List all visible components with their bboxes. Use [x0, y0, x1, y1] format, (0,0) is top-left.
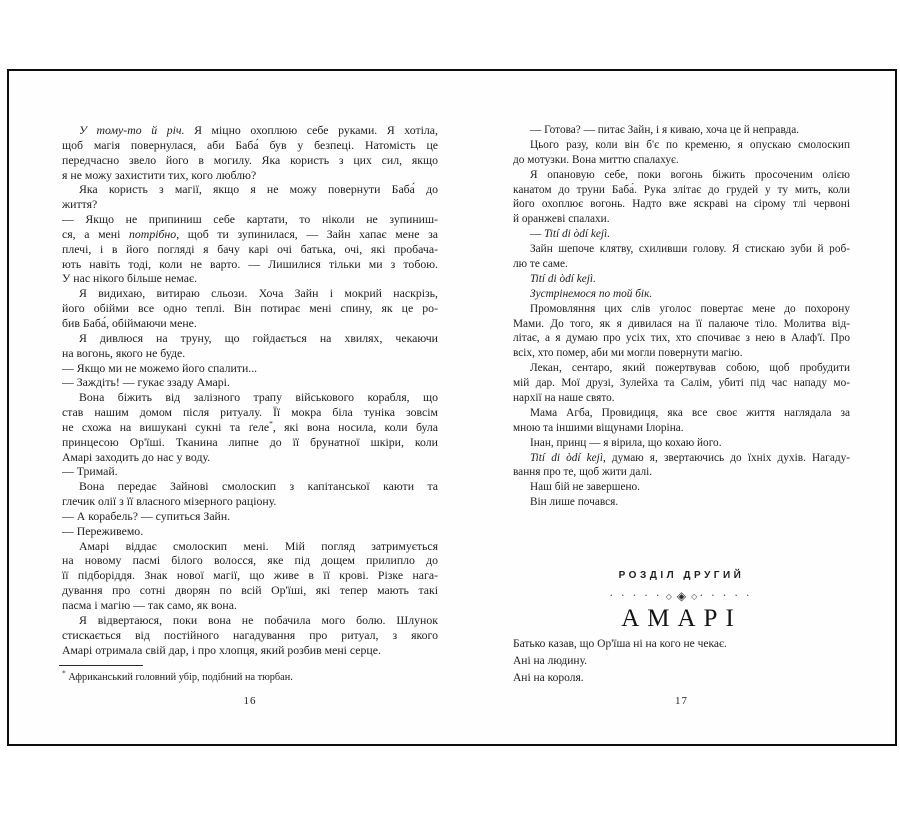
text-line: передчасно звело його в могилу. Яка користь з цих сил, якщо	[62, 152, 438, 167]
page-number-left: 16	[243, 695, 257, 707]
text-line: Вона біжить від залізного трапу військового корабля, що	[79, 390, 438, 405]
text-line: Зайн шепоче клятву, схиливши голову. Я стискаю зуби й роб-	[530, 243, 850, 256]
text-line: літає, а я думаю про усіх тих, хто спочиває з нею в Алаф'ї. Про	[513, 332, 850, 345]
text-line: Амарі віддає смолоскип мені. Мій погляд затримується	[79, 538, 438, 553]
footnote-text: * Африканський головний убір, подібний на тюрбан.	[62, 668, 293, 683]
text-line: до мотузки. Вона миттю спалахує.	[513, 153, 679, 166]
text-line: нархії на наше свято.	[513, 392, 615, 405]
text-line: — Тримай.	[62, 464, 118, 479]
text-line: дування про сотні дворян по всій Ор'їші, які тепер мають такі	[62, 583, 438, 598]
text-line: Мама Агба, Провидиця, яка все своє життя наглядала за	[530, 406, 850, 419]
text-line: ють навіть тоді, коли не варто. — Лишилися тільки ми з тобою.	[62, 256, 438, 271]
diamond-icon: ◇	[691, 591, 698, 601]
text-line: — Tití di òdí kejì.	[530, 228, 611, 241]
page-right	[513, 123, 850, 727]
footnote-marker: *	[62, 668, 66, 678]
text-line: Tití di òdí kejì.	[530, 272, 596, 285]
text-line: її підборіддя. Знак нової магії, що живе в її крові. Різке нага-	[62, 568, 438, 583]
text-line: У тому-то й річ. Я міцно охоплюю себе руками. Я хотіла,	[79, 123, 438, 137]
page-left	[62, 123, 438, 727]
text-line: вання про те, щоб жити далі.	[513, 466, 653, 479]
text-line: не схожа на вишукані сукні та ґеле*, які вона носила, коли була	[62, 419, 438, 434]
text-line: Він лише почався.	[530, 496, 619, 509]
text-line: Tití di òdí kejì, думаю я, звертаючись до їхніх духів. Нагаду-	[530, 451, 850, 464]
text-line: лю те саме.	[513, 258, 568, 271]
text-line: мій дар. Мої друзі, Зулейха та Салім, убиті під час нападу мо-	[513, 377, 850, 390]
text-line: Я дивлюся на труну, що гойдається на хвилях, чекаючи	[79, 330, 438, 345]
page-right-text	[513, 123, 850, 510]
text-line: його охоплює вогонь. Надто вже яскраві на сірому тлі червоні	[513, 198, 850, 211]
chapter-opening-text	[513, 636, 850, 686]
diamond-icon: ◇	[665, 591, 672, 601]
text-line: Ані на короля.	[513, 671, 584, 684]
page-number-right: 17	[675, 695, 688, 707]
text-line: Вона передає Зайнові смолоскип з капітанської каюти та	[79, 479, 438, 494]
text-line: пасма і магію — так само, як вона.	[62, 598, 237, 612]
text-line: Ані на людину.	[513, 654, 588, 667]
footnote-rule	[59, 665, 143, 666]
text-line: Я опановую себе, поки вогонь біжить просоченим олією	[530, 168, 850, 181]
text-line: всіх, хто помер, аби ми могли повернути магію.	[513, 347, 743, 360]
text-line: ся, а мені потрібно, щоб ти зупинилася, — Зайн хапає мене за	[62, 226, 438, 241]
text-line: канатом до труни Баба́. Рука злітає до грудей у ту мить, коли	[513, 183, 850, 196]
text-line: глечик олії з її власного мізерного раціону.	[62, 494, 277, 509]
text-line: Зустрінемося по той бік.	[530, 287, 653, 300]
text-line: — Переживемо.	[62, 523, 144, 538]
text-line: його обійми все одно теплі. Він потирає мені спину, як це ро-	[62, 301, 438, 316]
text-line: стискається від постійного нагадування про ритуал, з якого	[62, 627, 438, 642]
text-line: — Якщо ми не можемо його спалити...	[62, 360, 258, 375]
text-line: став нашим домом після ритуалу. Її мокра біла туніка зовсім	[62, 405, 438, 420]
text-line: Я видихаю, витираю сльози. Хоча Зайн і мокрий наскрізь,	[79, 286, 438, 301]
text-line: Амарі отримала свій дар, і про хлопця, який розбив мені серце.	[62, 642, 381, 657]
book-spread-frame	[7, 69, 897, 746]
text-line: й оранжеві спалахи.	[513, 213, 610, 226]
text-line: Батько казав, що Ор'їша ні на кого не чекає.	[513, 638, 727, 650]
text-line: мною та іншими віщунами Ілоріна.	[513, 421, 684, 434]
ornament-dots-right: • • • • •	[700, 593, 753, 600]
text-line: У нас нікого більше немає.	[62, 271, 198, 286]
text-line: Промовляння цих слів уголос повертає мене до похорону	[530, 302, 850, 315]
text-line: — А корабель? — супиться Зайн.	[62, 508, 231, 523]
page-left-text	[62, 123, 438, 657]
footnote	[62, 665, 438, 684]
text-line: Цього разу, коли він б'є по кременю, я опускаю смолоскип	[530, 138, 850, 151]
chapter-kicker: РОЗДІЛ ДРУГИЙ	[618, 570, 745, 581]
text-line: Мами. До того, як я дивилася на її палаюче тіло. Молитва від-	[513, 317, 850, 330]
text-line: принцесою Ор'їші. Тканина липне до її брунатної шкіри, коли	[62, 434, 438, 449]
text-line: на вогонь, якого не буде.	[62, 345, 186, 360]
text-line: на новому пасмі білого волосся, яке під дощем прилипло до	[62, 553, 438, 568]
chapter-ornament	[513, 589, 850, 605]
text-line: Я відвертаюся, поки вона не побачила мого болю. Шлунок	[79, 612, 438, 627]
text-line: Наш бій не завершено.	[530, 481, 640, 494]
text-line: щоб магія повернулася, аби Баба́ був у безпеці. Натомість це	[62, 137, 438, 152]
chapter-title: АМАРІ	[621, 604, 742, 632]
diamond-eye-icon: ◈	[676, 588, 687, 603]
ornament-dots-left: • • • • •	[610, 593, 663, 600]
text-line: — Якщо не припиниш себе картати, то ніколи не зупиниш-	[62, 212, 438, 227]
text-line: я не можу захистити тих, кого люблю?	[62, 167, 257, 182]
chapter-heading	[513, 569, 850, 632]
text-line: Яка користь з магії, якщо я не можу повернути Баба́ до	[79, 182, 438, 197]
text-line: бив Баба́, обіймаючи мене.	[62, 315, 197, 330]
text-line: Амарі заходить до нас у воду.	[62, 449, 211, 464]
text-line: Інан, принц — я вірила, що кохаю його.	[530, 436, 722, 449]
text-line: — Готова? — питає Зайн, і я киваю, хоча це й неправда.	[530, 124, 800, 136]
text-line: Лекан, сентаро, який пожертвував собою, щоб пробудити	[530, 362, 850, 375]
text-line: життя?	[62, 197, 98, 212]
text-line: плечі, і в його погляді я бачу карі очі батька, очі, які пробача-	[62, 241, 438, 256]
text-line: — Заждіть! — гукає ззаду Амарі.	[62, 375, 230, 390]
